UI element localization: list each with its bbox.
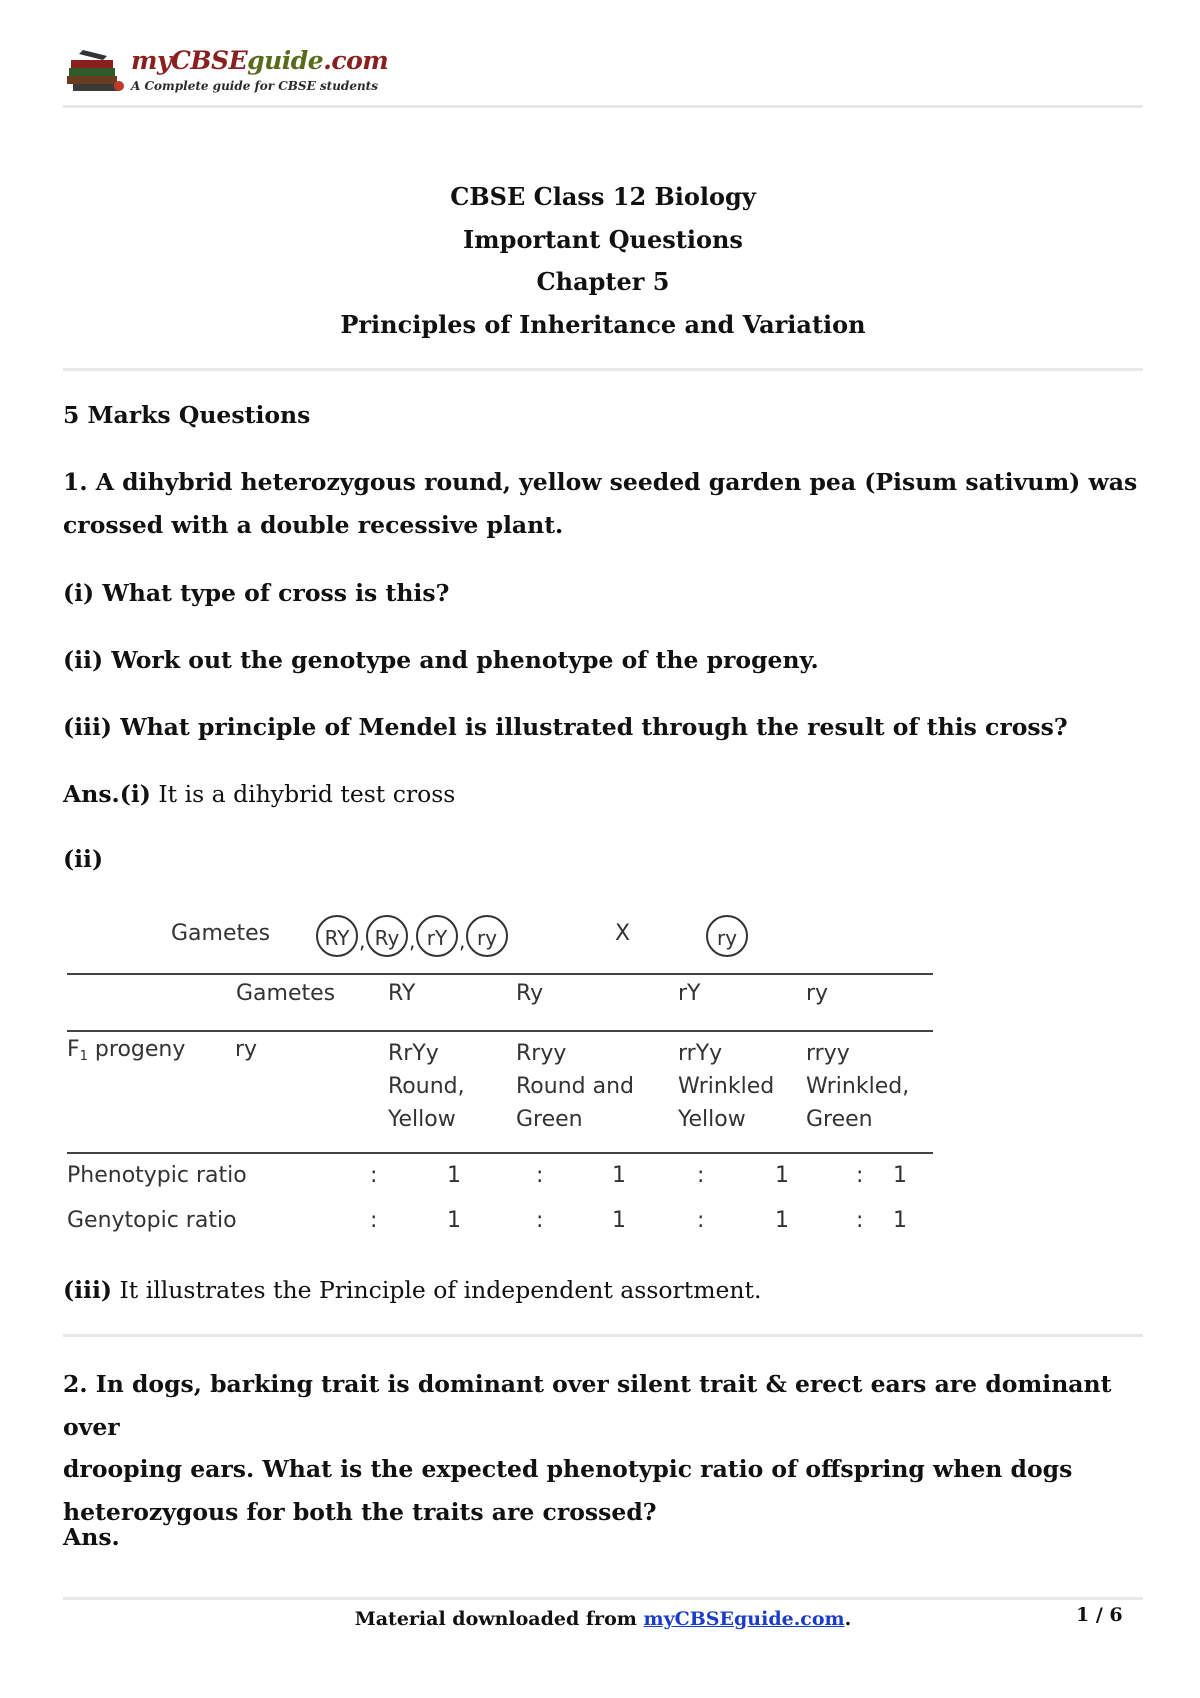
ratio-value: 1	[612, 1163, 626, 1188]
ratio-value: 1	[612, 1208, 626, 1233]
ratio-separator: :	[856, 1163, 864, 1188]
site-link[interactable]: myCBSEguide.com	[643, 1608, 845, 1630]
phenotypic-ratio-label: Phenotypic ratio	[67, 1163, 247, 1188]
ratio-value: 1	[447, 1208, 461, 1233]
header-gametes: Gametes	[236, 981, 336, 1006]
gametes-label: Gametes	[171, 921, 271, 946]
progeny-cell: rryy Wrinkled, Green	[806, 1041, 910, 1132]
site-header	[63, 44, 463, 102]
gamete-circle: rY	[416, 915, 458, 957]
table-rule	[67, 973, 933, 975]
footer-suffix: .	[844, 1608, 852, 1630]
answer-1-iii	[63, 1269, 1143, 1312]
section-heading: 5 Marks Questions	[63, 401, 311, 429]
question-1-part-iii: (iii) What principle of Mendel is illustrated through the result of this cross?	[63, 713, 1068, 741]
question-2-line-2: drooping ears. What is the expected phenotypic ratio of offspring when dogs	[63, 1455, 1073, 1483]
title-line-3: Chapter 5	[536, 267, 670, 296]
gamete-circle: RY	[316, 915, 358, 957]
ratio-separator: :	[856, 1208, 864, 1233]
document-title	[63, 176, 1143, 346]
comma: ,	[359, 929, 366, 953]
books-logo-icon	[63, 46, 127, 96]
gamete-circle: Ry	[366, 915, 408, 957]
column-header: Ry	[516, 981, 544, 1006]
answer-1-i-text: It is a dihybrid test cross	[150, 780, 456, 808]
column-header: rY	[678, 981, 701, 1006]
dihybrid-cross-table	[63, 895, 933, 1245]
brand-name: myCBSEguide.com	[131, 46, 389, 75]
title-divider	[63, 368, 1143, 371]
progeny-cell: Rryy Round and Green	[516, 1041, 634, 1132]
ratio-value: 1	[893, 1163, 907, 1188]
title-line-2: Important Questions	[463, 224, 743, 254]
page-number: 1 / 6	[1076, 1604, 1123, 1626]
comma: ,	[459, 929, 466, 953]
answer-label: Ans.(i)	[63, 780, 151, 808]
answer-1-i	[63, 773, 1143, 816]
table-rule	[67, 1030, 933, 1032]
question-divider	[63, 1334, 1143, 1337]
f1-progeny-label: $F_1$ progeny	[67, 1037, 186, 1064]
column-header: RY	[388, 981, 416, 1006]
ratio-separator: :	[536, 1163, 544, 1188]
gamete-circle: ry	[466, 915, 508, 957]
answer-1-iii-text: It illustrates the Principle of independent assortment.	[112, 1276, 762, 1304]
question-1-line-2: crossed with a double recessive plant.	[63, 510, 564, 539]
ratio-separator: :	[697, 1163, 705, 1188]
question-1	[63, 461, 1143, 546]
comma: ,	[409, 929, 416, 953]
gamete-circle: ry	[706, 915, 748, 957]
title-line-4: Principles of Inheritance and Variation	[340, 309, 866, 339]
column-header: ry	[806, 981, 829, 1006]
footer-text: Material downloaded from	[354, 1608, 644, 1630]
ratio-value: 1	[775, 1208, 789, 1233]
brand-tagline: A Complete guide for CBSE students	[131, 79, 378, 93]
ratio-separator: :	[697, 1208, 705, 1233]
answer-2-label: Ans.	[63, 1523, 120, 1551]
title-line-1: CBSE Class 12 Biology	[450, 182, 756, 211]
answer-1-ii-label: (ii)	[63, 845, 104, 873]
question-1-line-1: 1. A dihybrid heterozygous round, yellow seeded garden pea (Pisum sativum) was	[63, 468, 1138, 496]
answer-label: (iii)	[63, 1276, 113, 1304]
page-footer	[63, 1608, 1143, 1630]
footer-divider	[63, 1597, 1143, 1600]
ratio-value: 1	[775, 1163, 789, 1188]
question-2-line-1: 2. In dogs, barking trait is dominant over silent trait & erect ears are dominant over	[63, 1370, 1112, 1441]
cross-symbol: X	[615, 921, 631, 946]
question-2	[63, 1363, 1143, 1533]
ratio-value: 1	[893, 1208, 907, 1233]
question-2-line-3: heterozygous for both the traits are crossed?	[63, 1497, 657, 1526]
header-divider	[63, 105, 1143, 108]
ratio-value: 1	[447, 1163, 461, 1188]
ratio-separator: :	[370, 1163, 378, 1188]
question-1-part-ii: (ii) Work out the genotype and phenotype of the progeny.	[63, 646, 819, 674]
progeny-cell: RrYy Round, Yellow	[388, 1041, 465, 1132]
ratio-separator: :	[370, 1208, 378, 1233]
question-1-part-i: (i) What type of cross is this?	[63, 579, 450, 607]
genotypic-ratio-label: Genytopic ratio	[67, 1208, 237, 1233]
progeny-cell: rrYy Wrinkled Yellow	[678, 1041, 775, 1132]
table-rule	[67, 1152, 933, 1154]
ratio-separator: :	[536, 1208, 544, 1233]
f1-gamete: ry	[235, 1037, 258, 1062]
